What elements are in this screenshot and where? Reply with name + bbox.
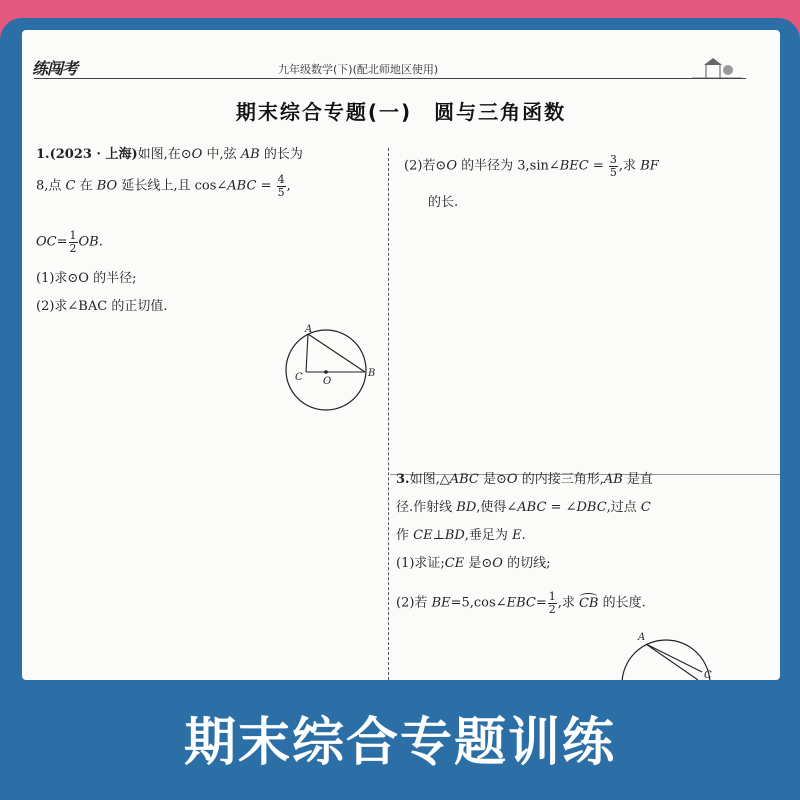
q3-text: 是直 — [622, 472, 653, 487]
q2-var-o: O — [446, 158, 457, 174]
q1-text: 8,点 — [36, 178, 66, 194]
q3-var-ce: CE — [413, 528, 433, 543]
q1-var-ob: OB. — [78, 234, 103, 250]
book-title: 九年级数学(下)(配北师地区使用) — [278, 63, 439, 76]
label-a: A — [638, 632, 646, 643]
fraction-den: 5 — [609, 165, 617, 179]
q3-number: 3. — [396, 472, 410, 487]
page-title: 期末综合专题(一) 圆与三角函数 — [235, 100, 567, 124]
q2-text: ,求 — [618, 158, 641, 174]
q1-text: 的长为 — [259, 147, 303, 162]
q1-number: 1. — [36, 147, 50, 162]
q3-text: =5,cos∠ — [450, 595, 507, 611]
circle-o — [622, 640, 710, 680]
brand-logo: 练闯考 — [32, 59, 78, 78]
chord-ab — [308, 334, 365, 372]
q1-var-oc: OC — [36, 234, 57, 250]
label-c: C — [295, 372, 303, 383]
fraction-den: 2 — [69, 241, 77, 255]
fraction-den: 2 — [548, 602, 556, 616]
q2-var-bec: BEC — [559, 158, 589, 174]
q3-text: ,垂足为 — [464, 528, 513, 543]
q3-text: 作 — [396, 528, 414, 543]
q1-part-2: (2)求∠BAC 的正切值. — [36, 299, 168, 314]
q2-text: = — [588, 158, 608, 174]
q3-var-e: E. — [512, 528, 526, 543]
house-icon — [692, 58, 742, 80]
q3-var-o: O — [506, 472, 518, 487]
q3-text: 的切线; — [502, 556, 551, 571]
q3-text: 的内接三角形, — [517, 472, 604, 487]
question-2-part-2 — [404, 154, 764, 234]
q3-text: 的长度. — [598, 595, 646, 611]
q1-var-bo: BO — [96, 178, 118, 194]
label-a: A — [305, 324, 313, 335]
fraction-1-2 — [548, 591, 557, 615]
fraction-1-2 — [69, 230, 78, 254]
fraction-num: 4 — [277, 173, 285, 186]
chord-ac — [646, 644, 702, 672]
q3-var-c: C — [640, 500, 651, 515]
q3-circle-figure — [618, 628, 738, 680]
q3-text: ,求 — [557, 595, 579, 611]
label-o: O — [323, 376, 332, 387]
q3-text: 如图,△ — [409, 472, 450, 487]
q3-var-bd: BD — [444, 528, 465, 543]
q3-text: ,过点 — [606, 500, 641, 515]
q3-text: 是⊙ — [478, 472, 507, 487]
q3-var-be: BE — [431, 595, 451, 611]
q2-text: 的半径为 3,sin∠ — [456, 158, 560, 174]
q3-var-o: O — [492, 556, 503, 571]
q3-text: ⊥ — [432, 528, 445, 543]
q1-text: 延长线上,且 cos∠ — [117, 178, 228, 194]
header-rule — [34, 78, 746, 79]
question-3 — [396, 473, 768, 653]
fraction-3-5 — [609, 154, 618, 178]
fraction-4-5 — [277, 174, 286, 198]
q1-var-o: O — [191, 147, 203, 162]
q3-arc-cb: CB — [578, 595, 599, 611]
q2-text: (2)若⊙ — [404, 158, 447, 174]
center-point — [324, 370, 328, 374]
q3-var-ce: CE — [444, 556, 465, 571]
label-c: C — [704, 670, 712, 681]
diameter-ab — [646, 644, 698, 680]
q3-var-abc: ABC — [517, 500, 547, 515]
q1-part-1: (1)求⊙O 的半径; — [36, 271, 137, 286]
q1-text: , — [286, 178, 291, 194]
q3-text: = — [535, 595, 547, 611]
q3-var-bd: BD — [456, 500, 477, 515]
q2-line-2: 的长. — [428, 195, 459, 210]
q3-text: ,使得∠ — [476, 500, 518, 515]
q2-var-bf: BF — [640, 158, 659, 174]
column-divider — [388, 148, 389, 680]
label-b: B — [368, 368, 376, 379]
q1-text: 在 — [75, 178, 97, 194]
q3-var-ab: AB — [603, 472, 623, 487]
segment-ac — [306, 334, 308, 372]
q3-var-abc: ABC — [449, 472, 479, 487]
q1-var-abc: ABC — [227, 178, 257, 194]
q1-var-c: C — [65, 178, 76, 194]
q1-var-ab: AB — [240, 147, 260, 162]
fraction-num: 1 — [548, 590, 556, 603]
fraction-num: 3 — [609, 153, 617, 166]
q1-circle-figure — [278, 320, 388, 420]
q3-part-1: (1)求证; — [396, 556, 445, 571]
exam-paper — [22, 30, 780, 680]
banner-title: 期末综合专题训练 — [183, 713, 616, 773]
q1-source: (2023 · 上海) — [49, 147, 138, 162]
q3-text: 径.作射线 — [396, 500, 457, 515]
q3-text: = ∠ — [546, 500, 577, 515]
q3-text: 是⊙ — [464, 556, 493, 571]
q1-text: 如图,在⊙ — [137, 147, 192, 162]
circle-o — [286, 330, 366, 410]
q1-text: = — [256, 178, 276, 194]
q1-text: 中,弦 — [202, 147, 241, 162]
q3-part-2: (2)若 — [396, 595, 432, 611]
fraction-num: 1 — [69, 229, 77, 242]
fraction-den: 5 — [277, 185, 285, 199]
q1-text: = — [56, 234, 68, 250]
q3-var-ebc: EBC — [506, 595, 536, 611]
q3-var-dbc: DBC — [576, 500, 607, 515]
